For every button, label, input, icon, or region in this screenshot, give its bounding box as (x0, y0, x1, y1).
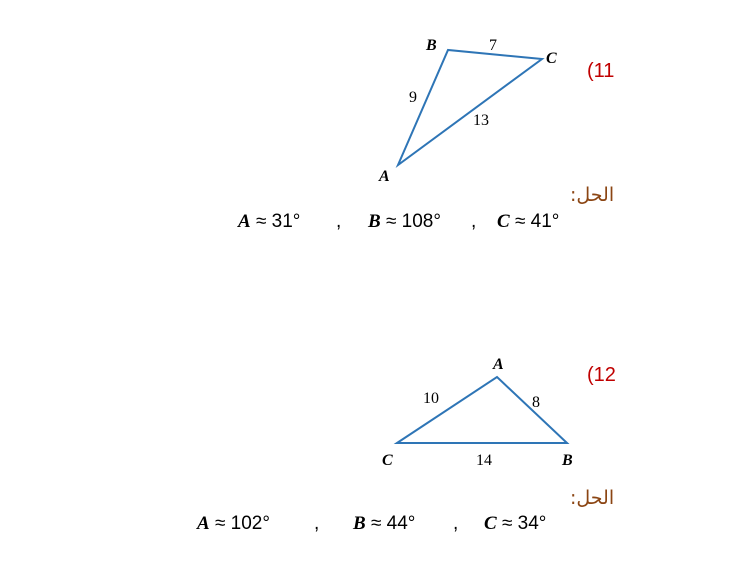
answer-var-a-12: A (197, 513, 210, 534)
side-label-bc-11: 7 (489, 37, 497, 54)
answer-c-12 (484, 513, 546, 535)
answer-a-12 (197, 513, 270, 535)
problem-number-11 (587, 60, 614, 83)
side-label-ac-12: 10 (423, 390, 439, 407)
vertex-label-a-12: A (493, 356, 504, 373)
answer-var-a-11: A (238, 211, 251, 232)
vertex-label-b-11: B (426, 37, 437, 54)
side-label-ab-12: 8 (532, 394, 540, 411)
answer-a-11 (238, 211, 300, 233)
answer-val-b-11: ≈ 108° (380, 211, 441, 232)
vertex-label-c-12: C (382, 452, 393, 469)
side-label-ac-11: 13 (473, 112, 489, 129)
separator-12-1: , (314, 513, 320, 534)
answer-val-a-12: ≈ 102° (209, 513, 270, 534)
answer-b-11 (368, 211, 441, 233)
answer-val-c-11: ≈ 41° (509, 211, 560, 232)
answer-var-c-12: C (484, 513, 497, 534)
side-label-bc-12: 14 (476, 452, 492, 469)
problem-number-12 (587, 364, 616, 387)
answer-var-b-11: B (368, 211, 381, 232)
vertex-label-a-11: A (379, 168, 390, 185)
solution-label-11: الحل: (570, 184, 615, 206)
vertex-label-b-12: B (562, 452, 573, 469)
separator-11-1: , (336, 211, 342, 232)
answer-c-11 (497, 211, 559, 233)
answer-val-a-11: ≈ 31° (250, 211, 301, 232)
problem-number-11-text: (11 (587, 60, 615, 82)
separator-12-2: , (453, 513, 459, 534)
answer-var-c-11: C (497, 211, 510, 232)
triangle-12 (397, 377, 567, 443)
answer-val-c-12: ≈ 34° (496, 513, 547, 534)
answer-b-12 (353, 513, 415, 535)
triangle-11 (398, 50, 542, 165)
solution-label-12: الحل: (570, 487, 615, 509)
side-label-ab-11: 9 (409, 89, 417, 106)
problem-number-12-text: (12 (587, 364, 616, 386)
separator-11-2: , (471, 211, 477, 232)
answer-var-b-12: B (353, 513, 366, 534)
answer-val-b-12: ≈ 44° (365, 513, 416, 534)
vertex-label-c-11: C (546, 50, 557, 67)
